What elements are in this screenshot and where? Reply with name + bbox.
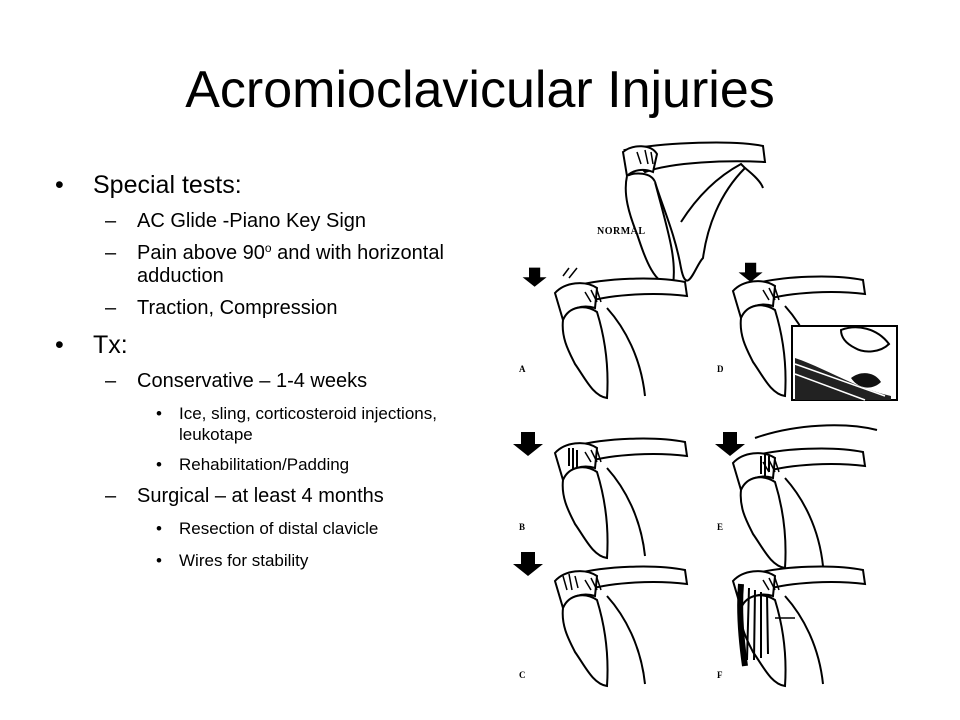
- test-item-text: AC Glide -Piano Key Sign: [137, 210, 367, 232]
- panel-f: [717, 567, 865, 686]
- bullet-dot: •: [156, 404, 162, 423]
- conservative-item: [55, 370, 485, 393]
- tx-heading: Tx:: [93, 331, 128, 359]
- slide-title: Acromioclavicular Injuries: [185, 61, 775, 119]
- panel-e: [715, 425, 877, 568]
- inset-detail: [792, 326, 897, 400]
- surgical-label: Surgical – at least 4 months: [137, 485, 384, 507]
- dash: –: [105, 210, 117, 232]
- test-item-text-cont: and with horizontal adduction: [137, 242, 444, 287]
- bullet-list: [55, 170, 485, 571]
- normal-shoulder: [597, 143, 765, 285]
- surgical-item: [55, 485, 485, 508]
- panel-label-b: B: [519, 522, 526, 532]
- panel-label-d: D: [717, 364, 724, 374]
- panel-d: [717, 263, 897, 400]
- dash: –: [105, 485, 117, 507]
- panel-a: [519, 268, 687, 398]
- subitem-text: Ice, sling, corticosteroid injections, leukotape: [179, 404, 437, 444]
- ac-injury-illustration: [505, 138, 905, 690]
- subitem-text: Resection of distal clavicle: [179, 519, 379, 538]
- panel-label-e: E: [717, 522, 724, 532]
- test-item: [55, 242, 485, 288]
- subitem-text: Rehabilitation/Padding: [179, 455, 350, 474]
- subitem-text: Wires for stability: [179, 551, 309, 570]
- panel-b: [513, 432, 687, 558]
- bullet-dot: •: [55, 331, 64, 359]
- panel-label-c: C: [519, 670, 526, 680]
- dash: –: [105, 370, 117, 392]
- panel-label-f: F: [717, 670, 723, 680]
- bullet-special-tests: [55, 170, 485, 200]
- bullet-tx: [55, 330, 485, 360]
- test-item-text: Traction, Compression: [137, 297, 338, 319]
- panel-label-a: A: [519, 364, 526, 374]
- surgical-subitem: [55, 518, 485, 539]
- shoulder-diagram-svg: [505, 138, 905, 690]
- test-item: [55, 210, 485, 233]
- bullet-dot: •: [156, 519, 162, 538]
- conservative-subitem: [55, 454, 485, 475]
- test-item: [55, 297, 485, 320]
- dash: –: [105, 297, 117, 319]
- bullet-dot: •: [156, 551, 162, 570]
- panel-c: [513, 552, 687, 686]
- bullet-dot: •: [156, 455, 162, 474]
- conservative-label: Conservative – 1-4 weeks: [137, 370, 368, 392]
- dash: –: [105, 242, 117, 264]
- conservative-subitem: [55, 403, 485, 445]
- test-item-text: Pain above 90: [137, 242, 265, 264]
- special-tests-heading: Special tests:: [93, 171, 242, 199]
- surgical-subitem: [55, 550, 485, 571]
- degree-superscript: o: [264, 241, 272, 255]
- bullet-dot: •: [55, 171, 64, 199]
- normal-label: NORMAL: [597, 226, 646, 237]
